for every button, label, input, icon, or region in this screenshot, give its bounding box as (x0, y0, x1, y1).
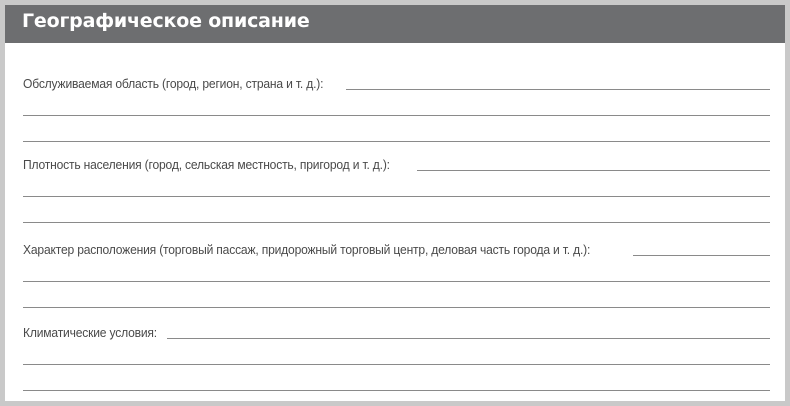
field-location-type (23, 235, 770, 259)
location-type-input-line[interactable] (633, 255, 770, 256)
service-area-blank-line-2[interactable] (23, 141, 770, 142)
location-type-blank-line-1[interactable] (23, 281, 770, 282)
climate-blank-line-2[interactable] (23, 390, 770, 391)
service-area-input-line[interactable] (346, 89, 770, 90)
field-service-area (23, 69, 770, 93)
form-title: Географическое описание (22, 10, 310, 32)
service-area-blank-line-1[interactable] (23, 115, 770, 116)
population-density-input-line[interactable] (417, 170, 770, 171)
form-header (5, 5, 785, 43)
field-climate (23, 318, 770, 342)
population-density-blank-line-2[interactable] (23, 222, 770, 223)
field-population-density (23, 150, 770, 174)
population-density-blank-line-1[interactable] (23, 196, 770, 197)
climate-blank-line-1[interactable] (23, 364, 770, 365)
field-label-population-density: Плотность населения (город, сельская местность, пригород и т. д.): (23, 157, 390, 172)
field-label-service-area: Обслуживаемая область (город, регион, страна и т. д.): (23, 76, 324, 91)
location-type-blank-line-2[interactable] (23, 307, 770, 308)
field-label-location-type: Характер расположения (торговый пассаж, придорожный торговый центр, деловая часть города и т. д.): (23, 242, 591, 257)
climate-input-line[interactable] (167, 338, 770, 339)
field-label-climate: Климатические условия: (23, 325, 157, 340)
